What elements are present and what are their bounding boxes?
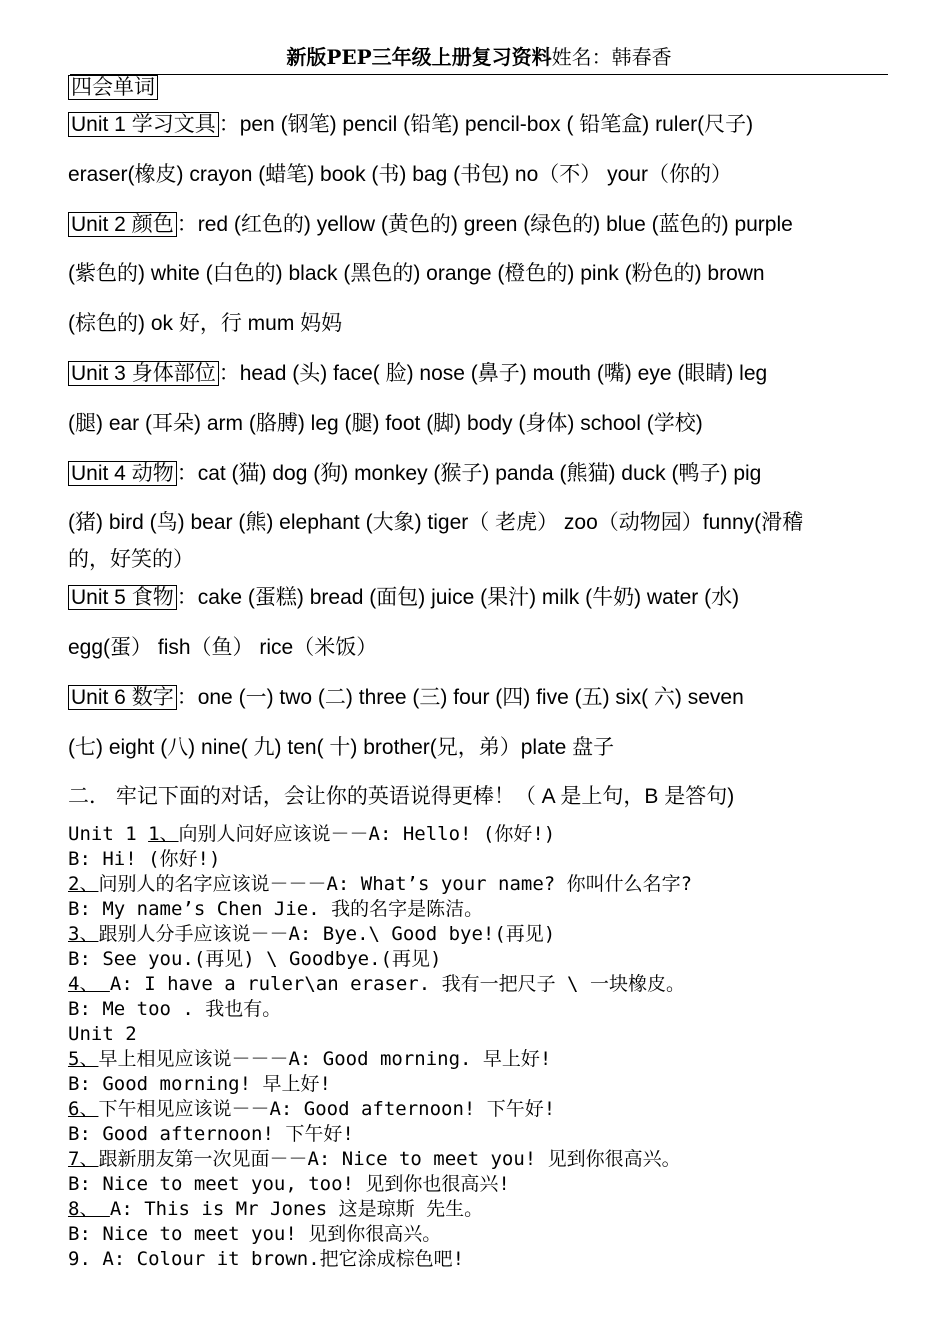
page-header	[70, 40, 888, 75]
student-name: 姓名：韩春香	[551, 45, 672, 69]
unit-label: Unit 5 食物	[68, 585, 177, 610]
dialog-line: B: Nice to meet you! 见到你很高兴。	[68, 1223, 442, 1245]
dialog-line: B: Nice to meet you, too! 见到你也很高兴!	[68, 1173, 510, 1195]
vocab-unit-6-line-2: (七) eight (八) nine( 九) ten( 十) brother(兄，弟）plate 盘子	[68, 736, 615, 759]
vocab-unit-6-line-1: Unit 6 数字 ：one (一) two (二) three (三) four (四) five (五) six( 六) seven	[68, 683, 744, 713]
vocab-unit-2-line-3: (棕色的) ok 好，行 mum 妈妈	[68, 312, 343, 335]
unit-label: Unit 3 身体部位	[68, 361, 219, 386]
dialog-unit-label: Unit 2	[68, 1023, 137, 1045]
dialog-line: 5、早上相见应该说－－－A: Good morning. 早上好!	[68, 1048, 552, 1070]
vocab-unit-1-line-1: Unit 1 学习文具 ：pen (钢笔) pencil (铅笔) pencil-box ( 铅笔盒) ruler(尺子)	[68, 110, 753, 140]
vocab-unit-5-line-2: egg(蛋） fish（鱼） rice（米饭）	[68, 636, 378, 659]
vocab-unit-2-line-2: (紫色的) white (白色的) black (黑色的) orange (橙色的) pink (粉色的) brown	[68, 262, 765, 285]
dialog-line: B: My name’s Chen Jie. 我的名字是陈洁。	[68, 898, 484, 920]
dialog-line: B: Good morning! 早上好!	[68, 1073, 331, 1095]
vocab-unit-3-line-2: (腿) ear (耳朵) arm (胳膊) leg (腿) foot (脚) body (身体) school (学校)	[68, 412, 703, 435]
section-1-title: 四会单词	[68, 73, 158, 103]
dialog-line: 4、 A: I have a ruler\an eraser. 我有一把尺子 \ 一块橡皮。	[68, 973, 685, 995]
document-title: 新版PEP三年级上册复习资料	[286, 45, 552, 69]
dialog-line: 8、 A: This is Mr Jones 这是琼斯 先生。	[68, 1198, 484, 1220]
dialog-line: B: Good afternoon! 下午好!	[68, 1123, 354, 1145]
dialog-line: 9. A: Colour it brown.把它涂成棕色吧!	[68, 1248, 465, 1270]
vocab-unit-2-line-1: Unit 2 颜色 ：red (红色的) yellow (黄色的) green (绿色的) blue (蓝色的) purple	[68, 210, 793, 240]
dialog-line: 2、问别人的名字应该说－－－A: What’s your name? 你叫什么名字?	[68, 873, 693, 895]
dialog-line: 7、跟新朋友第一次见面－－A: Nice to meet you! 见到你很高兴。	[68, 1148, 681, 1170]
vocab-unit-3-line-1: Unit 3 身体部位 ：head (头) face( 脸) nose (鼻子) mouth (嘴) eye (眼睛) leg	[68, 359, 767, 389]
dialog-line: 6、下午相见应该说－－A: Good afternoon! 下午好!	[68, 1098, 556, 1120]
vocab-unit-4-line-1: Unit 4 动物 ：cat (猫) dog (狗) monkey (猴子) panda (熊猫) duck (鸭子) pig	[68, 459, 761, 489]
dialog-line: B: Hi! (你好!)	[68, 848, 221, 870]
vocab-unit-1-line-2: eraser(橡皮) crayon (蜡笔) book (书) bag (书包) no（不） your（你的）	[68, 163, 732, 186]
dialog-line: B: See you.(再见) \ Goodbye.(再见)	[68, 948, 442, 970]
section-2-title: 二． 牢记下面的对话，会让你的英语说得更棒！（ A 是上句，B 是答句)	[68, 785, 735, 808]
dialog-line: 3、跟别人分手应该说－－A: Bye.\ Good bye!(再见)	[68, 923, 556, 945]
unit-label: Unit 6 数字	[68, 685, 177, 710]
dialog-line: Unit 1 1、向别人问好应该说－－A: Hello! (你好!)	[68, 823, 556, 845]
unit-label: Unit 2 颜色	[68, 212, 177, 237]
dialog-line: B: Me too . 我也有。	[68, 998, 282, 1020]
vocab-unit-4-line-3: 的，好笑的）	[68, 548, 194, 571]
unit-label: Unit 4 动物	[68, 461, 177, 486]
vocab-unit-5-line-1: Unit 5 食物 ：cake (蛋糕) bread (面包) juice (果汁) milk (牛奶) water (水)	[68, 583, 739, 613]
vocab-unit-4-line-2: (猪) bird (鸟) bear (熊) elephant (大象) tiger（ 老虎） zoo（动物园）funny(滑稽	[68, 511, 804, 534]
unit-label: Unit 1 学习文具	[68, 112, 219, 137]
